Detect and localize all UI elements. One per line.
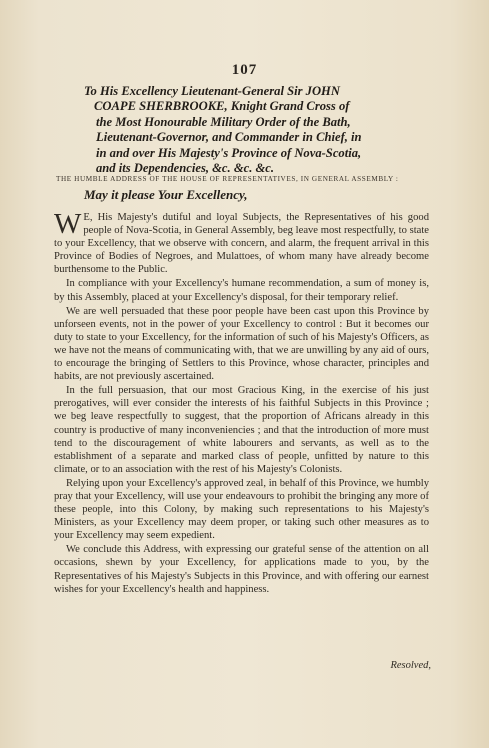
page-number: 107 <box>231 62 258 78</box>
addressee-line-6: and its Dependencies, &c. &c. &c. <box>96 161 275 176</box>
paragraph-3: We are well persuaded that these poor people have been cast upon this Province by unforseen events, not in the power of your Excellency to control : But it becomes our duty to state to your Excellency, for the information of such of his Majesty's Officers, as we have not the means of communicating with, that we are unwilling by any aid of ours, to encourage the bringing of Settlers to this Province, whose character, principles and habits, are not previously ascertained. <box>54 305 429 383</box>
address-body <box>54 208 429 597</box>
salutation: May it please Your Excellency, <box>84 187 248 202</box>
addressee-line-3: the Most Honourable Military Order of the Bath, <box>96 114 351 129</box>
paragraph-5: Relying upon your Excellency's approved zeal, in behalf of this Province, we humbly pray that your Excellency, will use your endeavours to prohibit the bringing any more of these people, into this Colony, by making such representations to his Majesty's Ministers, as your Excellency may deem proper, or taking such other measures as to your Excellency may seem expedient. <box>54 477 429 542</box>
drop-cap: W <box>54 208 82 240</box>
paragraph-4: In the full persuasion, that our most Gracious King, in the exercise of his just prerogatives, will ever consider the interests of his faithful Subjects in this Province ; we beg leave respectfully to suggest, that the proportion of Africans already in this country is productive of many inconveniencies ; and that the introduction of more must tend to the discouragement of white labourers and servants, as well as to the establishment of a separate and marked class of people, unfitted by nature to this climate, or to an association with the rest of his Majesty's Colonists. <box>54 385 429 475</box>
addressee-heading <box>84 84 432 176</box>
addressee-line-5: in and over His Majesty's Province of Nova-Scotia, <box>96 145 362 160</box>
catchword: Resolved, <box>390 660 431 671</box>
addressee-line-4: Lieutenant-Governor, and Commander in Chief, in <box>96 130 362 145</box>
addressee-line-2: COAPE SHERBROOKE, Knight Grand Cross of <box>94 99 350 114</box>
paragraph-2: In compliance with your Excellency's humane recommendation, a sum of money is, by this Assembly, placed at your Excellency's disposal, for their temporary relief. <box>54 278 429 303</box>
paragraph-1-text: E, His Majesty's dutiful and loyal Subjects, the Representatives of his good people of Nova-Scotia, in General Assembly, beg leave most respectfully, to state to your Excellency, that we observe with concern, and alarm, the frequent arrival in this Province of Bodies of Negroes, and Mulattoes, of whom many have already become burthensome to the Public. <box>54 212 429 276</box>
paragraph-6: We conclude this Address, with expressing our grateful sense of the attention on all occasions, shewn by your Excellency, for applications made to you, by the Representatives of his Majesty's Subjects in this Province, and with offering our earnest wishes for your Excellency's health and happiness. <box>54 544 429 595</box>
humble-address-heading: THE HUMBLE ADDRESS OF THE HOUSE OF REPRESENTATIVES, IN GENERAL ASSEMBLY : <box>56 175 399 183</box>
addressee-line-1: To His Excellency Lieutenant-General Sir JOHN <box>84 84 340 98</box>
paragraph-1 <box>54 208 429 276</box>
